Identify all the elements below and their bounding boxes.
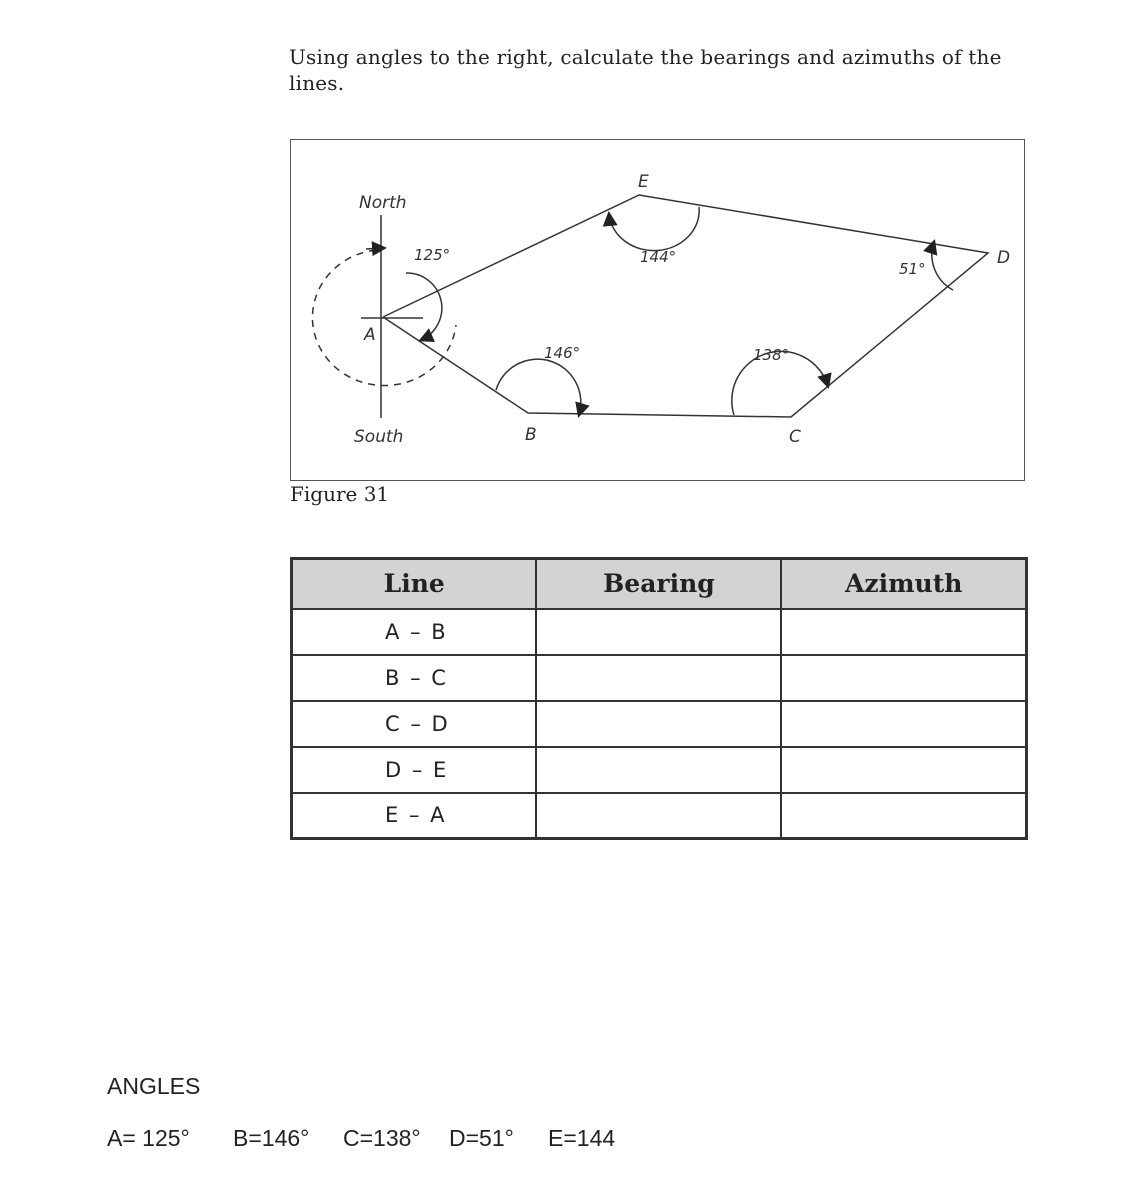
header-azimuth: Azimuth: [781, 559, 1026, 609]
bearing-cell[interactable]: [536, 701, 781, 747]
label-d: D: [997, 248, 1011, 268]
table-row: [292, 747, 1027, 793]
figure-31-diagram: [290, 139, 1025, 481]
figure-caption: Figure 31: [290, 482, 390, 506]
angle-label-d: 51°: [899, 260, 926, 278]
line-cell: E – A: [292, 793, 537, 839]
header-line: Line: [292, 559, 537, 609]
label-south: South: [354, 427, 404, 447]
angle-arc-e: [609, 207, 699, 251]
bearing-cell[interactable]: [536, 793, 781, 839]
azimuth-cell[interactable]: [781, 747, 1026, 793]
angle-value-e: E=144: [548, 1125, 616, 1151]
table-row: [292, 701, 1027, 747]
azimuth-cell[interactable]: [781, 701, 1026, 747]
angles-title: ANGLES: [107, 1073, 201, 1099]
table-row: [292, 793, 1027, 839]
angle-label-e: 144°: [640, 248, 677, 266]
line-cell: B – C: [292, 655, 537, 701]
dashed-arrow: [366, 248, 384, 249]
traverse-diagram: [291, 140, 1026, 482]
angle-value-b: B=146°: [233, 1125, 310, 1151]
label-e: E: [638, 172, 649, 192]
line-cell: A – B: [292, 609, 537, 655]
angle-arc-a: [406, 273, 442, 340]
angle-value-a: A= 125°: [107, 1125, 190, 1151]
header-bearing: Bearing: [536, 559, 781, 609]
label-north: North: [359, 193, 407, 213]
table-row: [292, 609, 1027, 655]
azimuth-cell[interactable]: [781, 655, 1026, 701]
angle-value-c: C=138°: [343, 1125, 421, 1151]
bearing-cell[interactable]: [536, 609, 781, 655]
angle-label-c: 138°: [753, 346, 790, 364]
bearings-table: [290, 557, 1028, 840]
azimuth-cell[interactable]: [781, 609, 1026, 655]
instructions-text: Using angles to the right, calculate the bearings and azimuths of the lines.: [289, 45, 1002, 95]
angle-value-d: D=51°: [449, 1125, 514, 1151]
table-row: [292, 655, 1027, 701]
line-cell: D – E: [292, 747, 537, 793]
label-b: B: [525, 425, 537, 445]
traverse-outline: [383, 195, 988, 417]
azimuth-cell[interactable]: [781, 793, 1026, 839]
angles-values: [107, 1125, 615, 1152]
angle-label-b: 146°: [544, 344, 581, 362]
label-a: A: [364, 325, 376, 345]
label-c: C: [789, 427, 801, 447]
angle-label-a: 125°: [414, 246, 451, 264]
angle-arc-b: [496, 359, 581, 415]
line-cell: C – D: [292, 701, 537, 747]
table-header-row: [292, 559, 1027, 609]
bearing-cell[interactable]: [536, 747, 781, 793]
angle-arc-d: [932, 242, 953, 290]
bearing-cell[interactable]: [536, 655, 781, 701]
